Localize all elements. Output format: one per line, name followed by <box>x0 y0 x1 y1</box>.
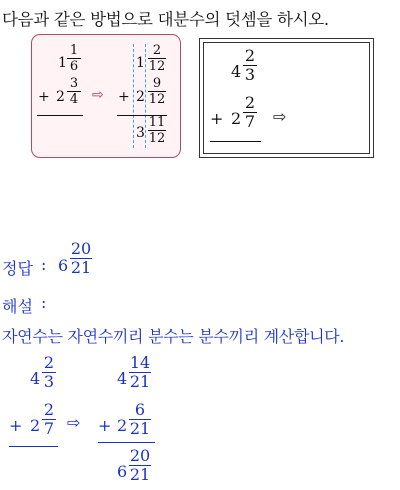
problem-b-fraction <box>243 95 257 130</box>
explanation-text: 자연수는 자연수끼리 분수는 분수끼리 계산합니다. <box>2 327 345 346</box>
explanation-c1-fraction <box>129 355 151 390</box>
explanation-label: 해설 <box>2 297 33 316</box>
explanation-a-den: 3 <box>43 372 55 391</box>
example-b-num: 3 <box>69 76 79 91</box>
explanation-c2-plus: + <box>98 416 112 435</box>
question-text: 다음과 같은 방법으로 대분수의 덧셈을 하시오. <box>2 10 329 29</box>
answer-whole: 6 <box>58 256 69 275</box>
example-plus: + <box>38 89 50 105</box>
explanation-b-fraction <box>42 402 56 437</box>
answer-num: 20 <box>70 239 92 258</box>
problem-a-num: 2 <box>244 46 256 65</box>
example-c2-num: 9 <box>152 76 162 91</box>
problem-a-den: 3 <box>244 65 256 84</box>
example-c1-num: 2 <box>152 43 162 58</box>
explanation-sum-rule <box>9 446 58 447</box>
explanation-a-whole: 4 <box>30 369 41 388</box>
explanation-convert-rule <box>98 442 155 443</box>
example-c1-fraction <box>148 44 166 73</box>
answer-fraction <box>70 241 92 276</box>
explanation-a-num: 2 <box>43 353 55 372</box>
example-result-whole: 3 <box>136 125 145 141</box>
explanation-result-whole: 6 <box>117 462 128 481</box>
example-result-fraction <box>148 116 166 145</box>
explanation-c2-fraction <box>129 402 151 437</box>
explanation-c1-den: 21 <box>129 372 151 391</box>
answer-label: 정답 <box>2 259 33 278</box>
problem-b-num: 2 <box>244 93 256 112</box>
example-dashed-guide-right <box>145 44 146 148</box>
problem-arrow-icon: ⇨ <box>273 107 287 126</box>
example-arrow-icon: ⇨ <box>92 87 104 103</box>
explanation-b-whole: 2 <box>30 416 41 435</box>
example-c1-whole: 1 <box>136 55 145 71</box>
explanation-result-fraction <box>129 448 151 483</box>
explanation-result-num: 20 <box>129 446 151 465</box>
problem-box-inner <box>203 42 370 154</box>
example-a-fraction <box>67 44 81 73</box>
problem-b-whole: 2 <box>231 109 242 128</box>
example-dashed-guide-left <box>133 44 134 148</box>
example-b-fraction <box>67 77 81 106</box>
answer-colon: : <box>41 255 47 274</box>
explanation-c2-whole: 2 <box>117 416 128 435</box>
problem-a-whole: 4 <box>231 62 242 81</box>
answer-den: 21 <box>70 258 92 277</box>
explanation-c2-den: 21 <box>129 419 151 438</box>
explanation-c2-num: 6 <box>134 400 146 419</box>
example-sum-rule <box>37 115 83 116</box>
explanation-result-den: 21 <box>129 465 151 484</box>
explanation-c1-num: 14 <box>129 353 151 372</box>
explanation-plus: + <box>9 416 23 435</box>
example-a-whole: 1 <box>58 55 67 71</box>
explanation-a-fraction <box>42 355 56 390</box>
example-c2-whole: 2 <box>136 89 145 105</box>
example-c1-den: 12 <box>148 59 166 74</box>
example-result-den: 12 <box>148 131 166 146</box>
example-a-num: 1 <box>69 43 79 58</box>
example-b-whole: 2 <box>56 89 65 105</box>
explanation-c1-whole: 4 <box>117 369 128 388</box>
problem-sum-rule <box>210 141 261 142</box>
example-a-den: 6 <box>69 59 79 74</box>
problem-a-fraction <box>243 48 257 83</box>
explanation-colon: : <box>41 293 47 312</box>
problem-b-den: 7 <box>244 112 256 131</box>
example-c2-den: 12 <box>148 92 166 107</box>
problem-plus: + <box>210 109 224 128</box>
example-b-den: 4 <box>69 92 79 107</box>
example-result-num: 11 <box>148 115 166 130</box>
explanation-arrow-icon: ⇨ <box>67 413 81 432</box>
explanation-b-num: 2 <box>43 400 55 419</box>
example-c2-fraction <box>148 77 166 106</box>
explanation-b-den: 7 <box>43 419 55 438</box>
example-c2-plus: + <box>118 89 130 105</box>
